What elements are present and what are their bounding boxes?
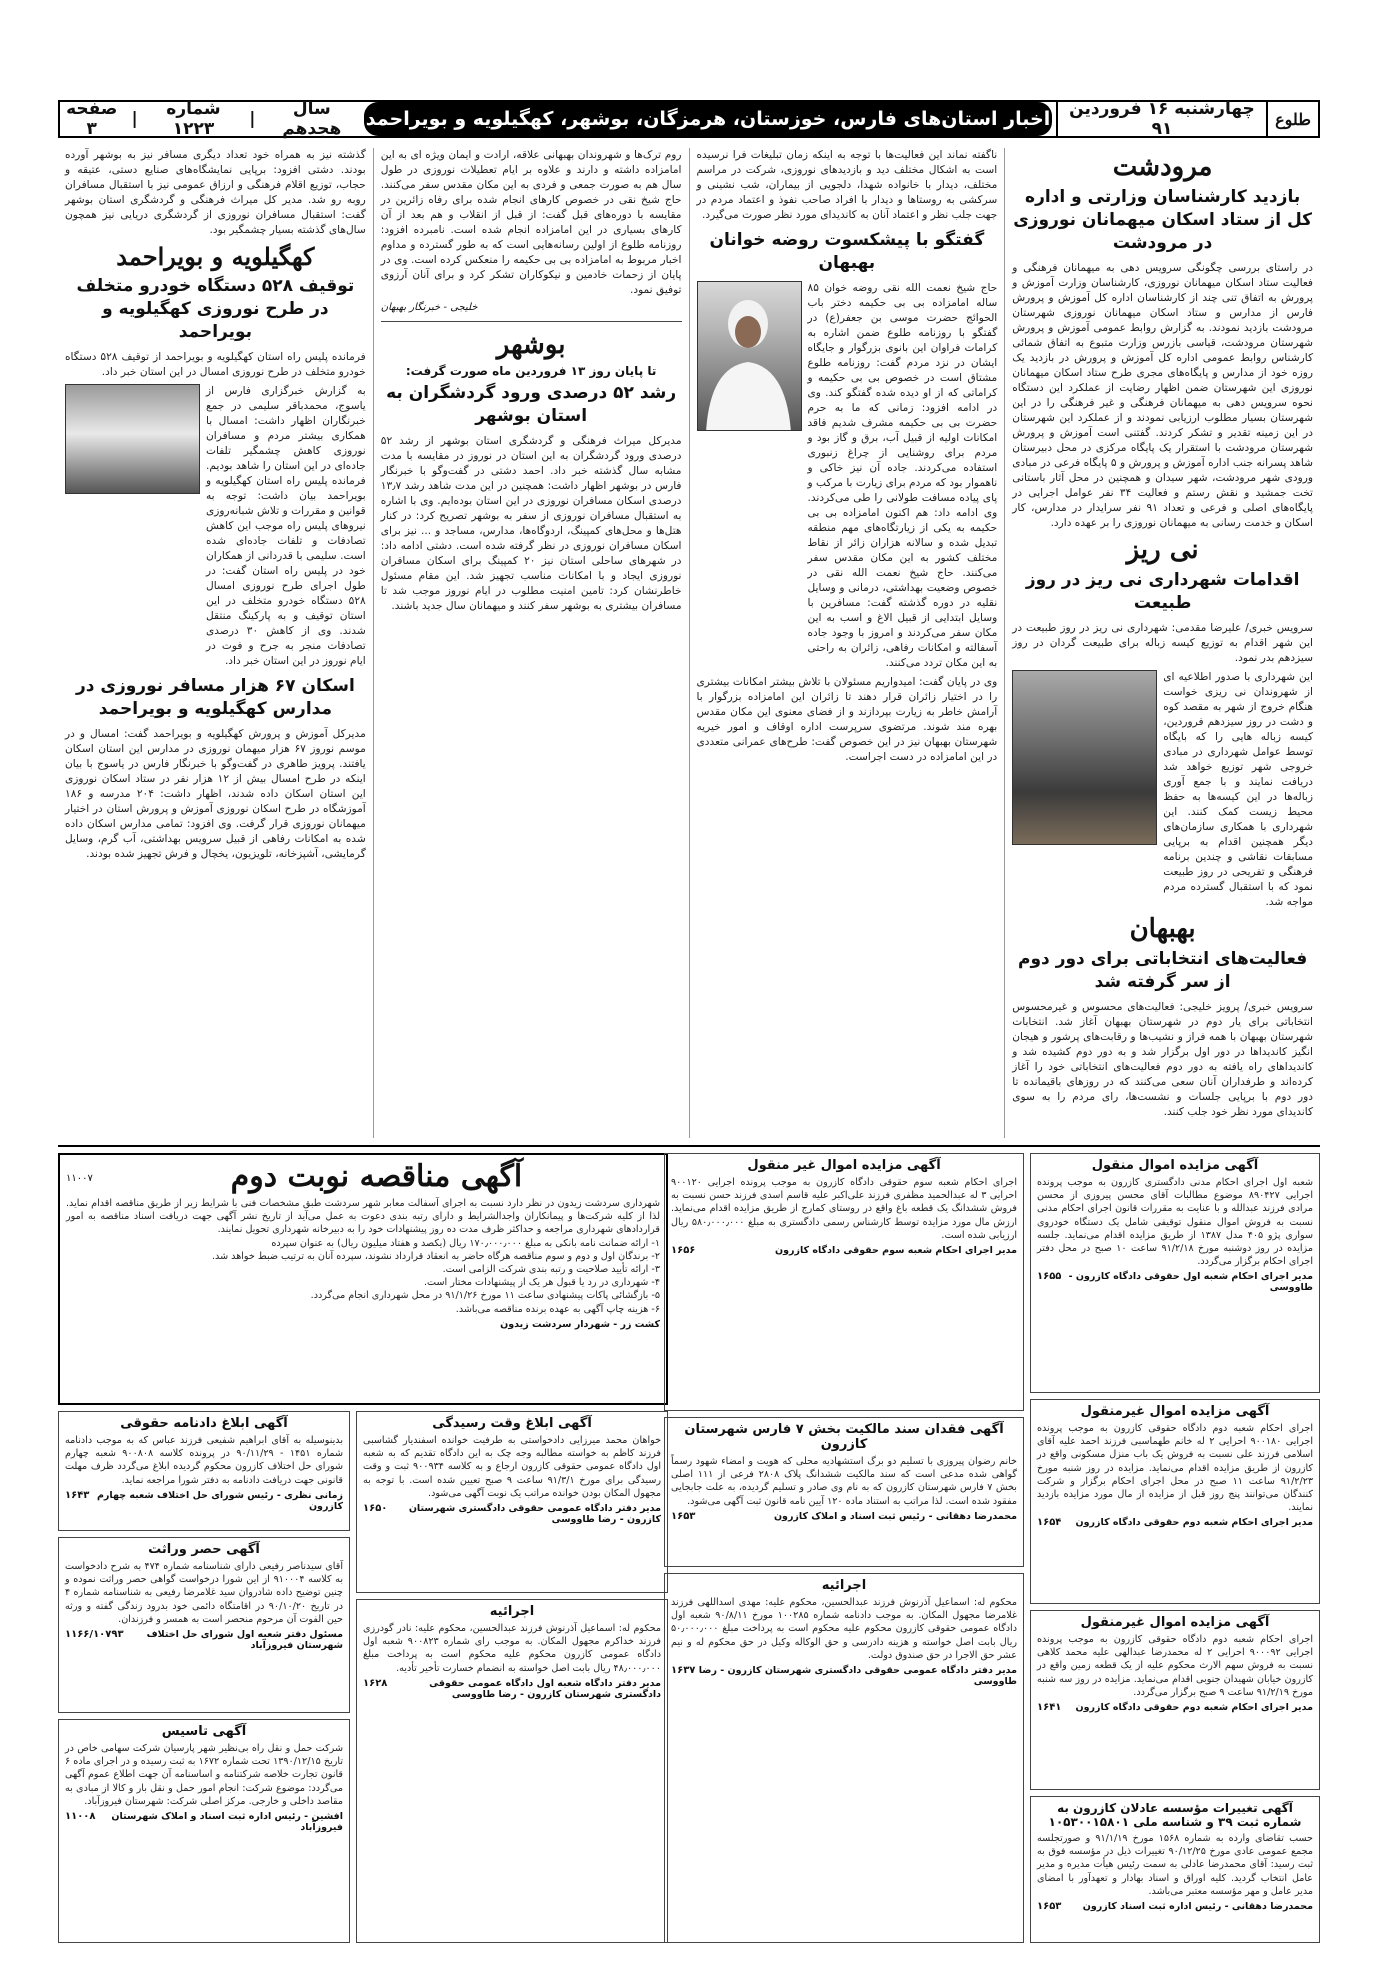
article-body: این شهرداری با صدور اطلاعیه ای از شهروندان نی ریزی خواست هنگام خروج از شهر به مقصد کوه و دشت در روز سیزدهم فروردین، کیسه زباله هایی را که بایگاه توسط عوامل شهرداری در مبادی خروجی شهر توزیع خواهد شد دریافت نمایند و با جمع آوری زباله‌ها در این کیسه‌ها به حفظ محیط زیست کمک کنند. این شهرداری با همکاری سازمان‌های دیگر همچنین اقدام به برپایی مسابقات نقاشی و چندین برنامه فرهنگی و تفریحی در روز طبیعت نمود که با استقبال گسترده مردم مواجه شد.: [1163, 671, 1313, 908]
ad-footer: مدیر دفتر دادگاه شعبه اول دادگاه عمومی حقوقی دادگستری شهرستان کازرون - رضا طاووسی ۱۶۲۸: [363, 1677, 661, 1700]
ad-item: ۲- برندگان اول و دوم و سوم مناقصه هرگاه حاضر به انعقاد قرارداد نشوند، سپرده آنان به ترتیب ضبط خواهد شد.: [211, 1250, 660, 1262]
headline: توقیف ۵۲۸ دستگاه خودرو متخلف در طرح نوروزی کهگیلویه و بویراحمد: [76, 276, 355, 342]
portrait-photo: [697, 281, 802, 431]
ad-title: اجرائیه: [489, 1604, 535, 1619]
establishment-ad: [58, 1719, 350, 1943]
logo: طلوع: [1266, 102, 1318, 136]
issue-info: سال هجدهم | شماره ۱۲۲۳ | صفحه ۳: [60, 102, 360, 136]
ad-code: ۱۱۰۰۷: [66, 1172, 93, 1184]
ad-title: آگهی فقدان سند مالکیت بخش ۷ فارس شهرستان کازرون: [684, 1422, 1004, 1452]
ad-footer: محمدرضا دهقانی - رئیس اداره ثبت اسناد کازرون ۱۶۵۳: [1037, 1901, 1313, 1913]
divider: [381, 321, 682, 322]
article-lead: سرویس خبری/ علیرضا مقدمی: شهرداری نی ریز در روز طبیعت در این شهر اقدام به توزیع کیسه زباله برای طبیعت گردان در روز سیزدهم بدر نمود.: [1012, 622, 1313, 664]
issue-number: شماره ۱۲۲۳: [166, 99, 221, 139]
column-2: [689, 148, 1005, 1138]
nature-day-photo: [1012, 670, 1157, 845]
ad-body: محکوم له: اسماعیل آذرنوش فرزند عبدالحسین، محکوم علیه: مهدی اسداللهی فرزند غلامرضا مجهول المکان. به موجب دادنامه شماره ۱۰۰۲۸۵ مورخ ۹۰/۸/۱۱ شعبه اول دادگاه عمومی حقوقی کازرون محکوم علیه محکوم است به پرداخت مبلغ ۵۰٫۰۰۰٫۰۰۰ ریال بابت اصل خواسته و هزینه دادرسی و حق الوکاله وکیل در حق محکوم له و نیم عشر حق الاجرا در حق صندوق دولت.: [671, 1597, 1017, 1661]
ads-section: [58, 1145, 1320, 1946]
page-number: صفحه ۳: [66, 99, 118, 139]
police-car-photo: [65, 384, 200, 494]
ad-body: آقای سیدناصر رفیعی دارای شناسنامه شماره ۴۷۴ به شرح دادخواست به کلاسه ۹۱۰۰۰۴ از این شورا درخواست گواهی حصر وراثت نموده و چنین توضیح داده شادروان سید غلامرضا رفیعی به شناسنامه شماره ۴ در تاریخ ۹۰/۱۰/۲۰ در اقامتگاه دائمی خود بدرود زندگی گفته و ورثه حین الفوت آن مرحوم منحصر است به همسر و فرزندان.: [65, 1561, 344, 1625]
ad-title: آگهی مزایده اموال غیر منقول: [747, 1158, 941, 1173]
section-banner: اخبار استان‌های فارس، خوزستان، هرمزگان، بوشهر، کهگیلویه و بویراحمد: [364, 102, 1052, 136]
region-title: بهبهان: [1129, 914, 1196, 944]
byline: خلیجی - خبرنگار بهبهان: [380, 302, 478, 313]
tender-ad: [58, 1153, 668, 1405]
headline: اسکان ۶۷ هزار مسافر نوروزی در مدارس کهگیلویه و بویراحمد: [75, 676, 355, 719]
ad-item: ۶- هزینه چاپ آگهی به عهده برنده مناقصه می‌باشد.: [455, 1303, 660, 1315]
ad-body: خواهان محمد میرزایی دادخواستی به طرفیت خوانده اسفندیار گشاسبی فرزند کاظم به خواسته مطالبه وجه چک به این دادگاه تقدیم که به شعبه اول دادگاه عمومی حقوقی کازرون ارجاع و به کلاسه ۹۰۰۹۳۴ ثبت و وقت رسیدگی برای مورخ ۹۱/۳/۱ ساعت ۹ صبح تعیین شده است. با توجه به مجهول المکان بودن خوانده مراتب یک نوبت آگهی می‌شود.: [363, 1435, 661, 1499]
lost-deed-ad: [664, 1417, 1024, 1567]
hearing-notice-ad: [356, 1411, 668, 1593]
execution-ad: [356, 1599, 668, 1943]
issue-date: چهارشنبه ۱۶ فروردین ۹۱: [1056, 102, 1266, 136]
region-title: بوشهر: [496, 330, 566, 360]
headline: اقدامات شهرداری نی ریز در روز طبیعت: [1025, 570, 1300, 613]
auction-ad: [1030, 1153, 1320, 1393]
ad-body: اجرای احکام شعبه دوم دادگاه حقوقی کازرون به موجب پرونده اجرایی ۹۰۰۰۹۲ احرایی ۲ له محمدرضا عبدالهی علیه محمد کلاهی نسبت به فروش سهم الارث محکوم علیه از یک قطعه زمین واقع در کازرون خیابان شهیدان جنوبی اقدام می‌نماید. مزایده در روز سه شنبه مورخ ۹۱/۲/۱۹ ساعت ۹ صبح برگزار می‌گردد.: [1037, 1634, 1313, 1698]
article-body: سرویس خبری/ پرویز خلیجی: فعالیت‌های محسوس و غیرمحسوس انتخاباتی برای یار دوم در شهرستان بهبهان آغاز شد. انتخابات شهرستان بهبهان با همه فراز و نشیب‌ها و رقابت‌های پرشور و هیجان انگیز کاندیداها در دور اول برگزار شد و به دور دوم کشیده شد و کاندیداهای راه یافته به دور دوم فعالیت‌های انتخاباتی خود را آغاز کرده‌اند و طرفداران آنان سعی می‌کنند که در روزهای باقیمانده تا دور دوم با برپایی جلسات و نشست‌ها، رای مردم را به سوی کاندیدای مورد نظر خود جلب کنند.: [1012, 1001, 1313, 1118]
news-columns: [58, 148, 1320, 1138]
year-label: سال هجدهم: [282, 99, 342, 139]
ad-body: خانم رضوان پیروزی با تسلیم دو برگ استشهادیه محلی که هویت و امضاء شهود رسماً گواهی شده مدعی است که سند مالکیت ششدانگ پلاک ۲۸۰۸ فرعی از ۱۱۱ اصلی بخش ۷ فارس شهرستان کازرون که به نام وی صادر و تسلیم گردیده، به علت جابجایی مفقود شده است. لذا مراتب به استناد ماده ۱۲۰ آیین نامه قانون ثبت آگهی می‌شود.: [671, 1456, 1017, 1507]
ad-title: آگهی ابلاغ دادنامه حقوقی: [120, 1416, 288, 1431]
ad-footer: محمدرضا دهقانی - رئیس ثبت اسناد و املاک کازرون ۱۶۵۳: [671, 1510, 1017, 1522]
ad-footer: مدیر اجرای احکام شعبه اول حقوقی دادگاه کازرون - طاووسی ۱۶۵۵: [1037, 1271, 1313, 1294]
article-body: وی در پایان گفت: امیدواریم مسئولان با تلاش بیشتر امکانات بیشتری را در اختیار زائران قرار دهند تا زائران این امامزاده بزرگوار با آرامش خاطر به زیارت بپردازند و از فضای معنوی این مکان مقدس بهره مند شوند. مرتضوی سرپرست اداره اوقاف و امور خیریه شهرستان بهبهان نیز در این خصوص گفت: طرح‌های عمرانی متعددی در این امامزاده در دست اجراست.: [696, 676, 998, 763]
ad-footer: افشین - رئیس اداره ثبت اسناد و املاک شهرستان فیروزآباد ۱۱۰۰۸: [65, 1811, 343, 1834]
ad-footer: مدیر اجرای احکام شعبه سوم حقوقی دادگاه کازرون ۱۶۵۶: [671, 1245, 1017, 1257]
headline: بازدید کارشناسان وزارتی و اداره کل از ستاد اسکان میهمانان نوروزی در مرودشت: [1013, 187, 1313, 253]
auction-ad: [1030, 1610, 1320, 1790]
region-title: نی ریز: [1126, 535, 1199, 565]
article-body: ناگفته نماند این فعالیت‌ها با توجه به اینکه زمان تبلیغات فرا نرسیده است به اشکال مختلف دید و بازدیدهای نوروزی، شرکت در مراسم مختلف، دیدار با خانواده شهدا، دلجویی از بیماران، شب نشینی و سرکشی به روستاها و دیدار با افراد صاحب نفوذ و اعتماد مردم در جهت جلب نظر و اعتماد آنان به کاندیدای مورد نظر صورت می‌گیرد.: [696, 149, 998, 221]
ad-title: آگهی تغییرات مؤسسه عادلان کازرون به شماره ثبت ۳۹ و شناسه ملی ۱۰۵۳۰۰۱۵۸۰۱: [1048, 1801, 1302, 1829]
article-body: در راستای بررسی چگونگی سرویس دهی به میهمانان فرهنگی و فعالیت ستاد اسکان میهمانان نوروزی، کارشناسان وزارت آموزش و پرورش به اتفاق تنی چند از کارشناسان اداره کل آموزش و پرورش فارس از مدارس و ستاد اسکان میهمانان نوروزی شهرستان مرودشت بازدید نمودند. به گزارش روابط عمومی آموزش و پرورش شهرستان مرودشت، قیاسی بازرس وزارت متبوع به اتفاق شمائی کارشناس روابط عمومی اداره کل آموزش و پرورش در بازدید یک روزه خود از مدارس و پایگاه‌های مجری طرح ستاد اسکان میهمانان نوروزی این شهرستان ضمن اظهار رضایت از عملکرد این دستگاه نحوه سرویس دهی به میهمانان فرهنگی و غیر فرهنگی را در این شهرستان بسیار مطلوب ارزیابی نمودند و از عملکرد این شهرستان در این زمینه تقدیر و تشکر کردند. گفتنی است آموزش و پرورش شهرستان مرودشت با استقرار یک پایگاه مرکزی در محل دبیرستان شاهد پسرانه جنب اداره آموزش و پرورش و ۵ پایگاه فرعی در مبادی ورودی شهر مرودشت، شهر سیدان و همچنین در محل آثار باستانی تخت جمشید و نقش رستم و فعالیت ۳۴ نفر عوامل اجرایی در پایگاه‌های اصلی و فرعی و تعداد ۹۱ نفر سرایدار در مدارس، کار اسکان و خدمت رسانی به میهمانان نوروزی را بر عهده دارد.: [1012, 262, 1313, 529]
ad-title: آگهی مزایده اموال غیرمنقول: [1080, 1615, 1270, 1630]
ad-footer: مدیر دفتر دادگاه عمومی حقوقی دادگستری شهرستان کازرون - رضا طاووسی ۱۶۳۷: [671, 1665, 1017, 1688]
ad-title: آگهی مزایده اموال منقول: [1091, 1158, 1259, 1173]
ad-body: شهرداری سردشت زیدون در نظر دارد نسبت به اجرای آسفالت معابر شهر سردشت طبق مشخصات فنی با شرایط زیر از طریق مناقصه اقدام نماید. لذا از کلیه شرکت‌ها و پیمانکاران واجدالشرایط و دارای رتبه بندی دعوت به عمل می‌آید از تاریخ نشر آگهی جهت دریافت اسناد مناقصه به امور قراردادهای شهرداری مراجعه و حداکثر ظرف مدت ده روز پیشنهادات خود را به دبیرخانه شهرداری تحویل نمایند.: [66, 1198, 660, 1236]
article-body: مدیرکل آموزش و پرورش کهگیلویه و بویراحمد گفت: امسال و در موسم نوروز ۶۷ هزار میهمان نوروزی در مدارس این استان اسکان یافتند. پرویز طاهری در گفت‌وگو با خبرنگار فارس در یاسوج با بیان اینکه در طرح امسال بیش از ۱۲ هزار نفر در ستاد اسکان نوروزی این استان اسکان داده شدند، اظهار داشت: ۲۰۴ مدرسه و ۱۸۶ آموزشگاه در طرح اسکان نوروزی آموزش و پرورش استان در اختیار میهمانان نوروزی قرار گرفت. وی افزود: تمامی مدارس اسکان داده شده به امکانات رفاهی از قبیل سرویس بهداشتی، آب گرم، وسایل گرمایشی، آشپزخانه، تلویزیون، یخچال و فرش تجهیز شده بودند.: [65, 728, 366, 860]
company-change-ad: [1030, 1796, 1320, 1943]
headline: رشد ۵۲ درصدی ورود گردشگران به استان بوشهر: [386, 383, 677, 426]
ad-title: اجرائیه: [821, 1578, 867, 1593]
inheritance-ad: [58, 1537, 350, 1713]
column-4: [58, 148, 373, 1138]
ad-title: آگهی حصر وراثت: [148, 1542, 260, 1557]
ad-body: اجرای احکام شعبه سوم حقوقی دادگاه کازرون به موجب پرونده اجرایی ۹۰۰۱۲۰ احرایی ۳ له عبدالحمید مظفری فرزند علی‌اکبر علیه قاسم اسدی فرزند حسن نسبت به فروش ششدانگ یک قطعه باغ واقع در روستای کمارج از طریق مزایده اقدام می‌نماید. ارزش مال مورد مزایده توسط کارشناس رسمی دادگستری به مبلغ ۵۸۰٫۰۰۰٫۰۰۰ ریال ارزیابی شده است.: [671, 1177, 1018, 1241]
article-body: حاج شیخ نعمت الله نقی روضه خوان ۸۵ ساله امامزاده بی بی حکیمه دختر باب الحوائج حضرت موسی بن جعفر(ع) در گفتگو با روزنامه طلوع ضمن اشاره به کرامات فراوان این بانوی بزرگوار و جایگاه ایشان در نزد مردم گفت: روزنامه طلوع مشتاق است در خصوص بی بی حکیمه و کراماتی که از او دیده شده گفتگو کند. وی در ادامه افزود: زمانی که ما به حرم حضرت بی بی حکیمه مشرف شدیم فاقد امکانات اولیه از قبیل آب، برق و گاز بود و مردم برای روشنایی از چراغ زنبوری استفاده می‌کردند. جاده آن نیز خاکی و ناهموار بود که مردم برای زیارت با مرکب و پای پیاده مسافت طولانی را طی می‌کردند. وی ادامه داد: هم اکنون امامزاده بی بی حکیمه به یکی از زیارتگاه‌های مهم منطقه تبدیل شده و سالانه هزاران زائر از نقاط مختلف کشور به این مکان مقدس سفر می‌کنند. حاج شیخ نعمت الله نقی در خصوص وضعیت بهداشتی، درمانی و وسایل نقلیه در دوره گذشته گفت: مسافرین با وسایل ابتدایی از قبیل الاغ و اسب به این مکان سفر می‌کردند و امروز با وجود جاده آسفالته و امکانات رفاهی، زائران به راحتی به این مکان تردد می‌کنند.: [807, 282, 998, 669]
ad-footer: مدیر اجرای احکام شعبه دوم حقوقی دادگاه کازرون ۱۶۵۴: [1037, 1517, 1313, 1529]
ad-item: ۵- بازگشائی پاکات پیشنهادی ساعت ۱۱ مورخ ۹۱/۱/۲۶ در محل شهرداری انجام می‌گردد.: [310, 1290, 660, 1302]
region-title: مرودشت: [1112, 152, 1213, 182]
ad-item: ۱- ارائه ضمانت نامه بانکی به مبلغ ۱۷۰٫۰۰۰٫۰۰۰ ریال (یکصد و هفتاد میلیون ریال) به عنوان سپرده: [271, 1237, 660, 1249]
column-1: [1004, 148, 1320, 1138]
verdict-notice-ad: [58, 1411, 350, 1531]
ad-title: آگهی تاسیس: [161, 1724, 247, 1739]
article-lead: فرمانده پلیس راه استان کهگیلویه و بویراحمد از توقیف ۵۲۸ دستگاه خودرو متخلف در طرح نوروزی امسال در این استان خبر داد.: [65, 351, 366, 378]
ad-body: شعبه اول اجرای احکام مدنی دادگستری کازرون به موجب پرونده اجرایی ۸۹۰۴۲۷ موضوع مطالبات آقای محسن پیروزی از محسن مرادی فرزند عبدالله و با عنایت به مقررات قانون اجرای احکام مدنی نسبت به فروش اموال منقول توقیفی شامل یک دستگاه خودروی سواری پژو ۴۰۵ مدل ۱۳۸۷ از طریق مزایده اقدام می‌نماید. جلسه مزایده در روز دوشنبه مورخ ۹۱/۲/۱۸ ساعت ۱۰ صبح در محل دفتر اجرای احکام برگزار می‌گردد.: [1037, 1177, 1313, 1268]
ad-body: بدینوسیله به آقای ابراهیم شفیعی فرزند عباس که به موجب دادنامه شماره ۱۴۵۱ - ۹۰/۱۱/۲۹ در پرونده کلاسه ۹۰۰۸۰۸ شعبه چهارم شورای حل اختلاف کازرون محکوم گردیده ابلاغ می‌گردد ظرف مهلت قانونی جهت دریافت دادنامه به دفتر شورا مراجعه نماید.: [65, 1435, 344, 1486]
article-body: به گزارش خبرگزاری فارس از یاسوج، محمدباقر سلیمی در جمع خبرنگاران اظهار داشت: امسال با همکاری بیشتر مردم و مسافران نوروزی کاهش چشمگیر تلفات جاده‌ای در این استان را شاهد بودیم. فرمانده پلیس راه استان کهگیلویه و بویراحمد بیان داشت: توجه به قوانین و مقررات و تلاش شبانه‌روزی نیروهای پلیس راه موجب این کاهش تصادفات و تلفات جاده‌ای شده است. سلیمی با قدردانی از همکاران خود در پلیس راه استان گفت: در طول اجرای طرح نوروزی امسال ۵۲۸ دستگاه خودرو متخلف در این استان توقیف و به پارکینگ منتقل شدند. وی از کاهش ۳۰ درصدی تصادفات منجر به جرح و فوت در ایام نوروز در این استان خبر داد.: [206, 385, 366, 667]
headline: گفتگو با پیشکسوت روضه خوانان بهبهان: [709, 230, 985, 273]
article-body: مدیرکل میراث فرهنگی و گردشگری استان بوشهر از رشد ۵۲ درصدی ورود گردشگران به این استان در نوروز در مقایسه با مدت مشابه سال گذشته خبر داد. احمد دشتی در گفت‌وگو با خبرنگار فارس در بوشهر اظهار داشت: همچنین در این مدت شاهد رشد ۱۳٫۷ درصدی اسکان مسافران نوروزی در این استان بوده‌ایم. وی با اشاره به استقبال مسافران نوروزی از سفر به بوشهر تصریح کرد: در کنار هتل‌ها و محل‌های کمپینگ، اردوگاه‌ها، مدارس، مساجد و ... نیز برای اسکان مسافران نوروزی در نظر گرفته شده است. دشتی ادامه داد: در شهرهای ساحلی استان نیز ۲۰ کمپینگ برای اسکان مسافران نوروزی ایجاد و با امکانات مناسب تجهیز شد. این مقام مسئول خاطرنشان کرد: تامین امنیت مطلوب در ایام نوروز موجب شد تا مسافران بیشتری به بوشهر سفر کنند و میهمانان سال جدید باشند.: [380, 435, 682, 612]
article-body: روم ترک‌ها و شهروندان بهبهانی علاقه، ارادت و ایمان ویژه ای به این امامزاده داشته و دارند و علاوه بر ایام تعطیلات نوروزی در طول سال هم به صورت جمعی و فردی به این مکان مقدس سفر می‌کنند. حاج شیخ نقی در خصوص کارهای انجام شده برای رفاه زائرین در مقایسه با دوره‌های قبل گفت: از قبل از انقلاب و هم بعد از آن کارهای بسیاری در این امامزاده انجام شده است. نامبرده افزود: روزنامه طلوع از اولین رسانه‌هایی است که به طور گسترده و مداوم اخبار مربوط به امامزاده بی بی حکیمه را منعکس کرده است. وی در پایان از زحمات خادمین و نیکوکاران تشکر کرد و برای آنان آرزوی توفیق نمود.: [380, 149, 682, 296]
ad-footer: مدیر دفتر دادگاه عمومی حقوقی دادگستری شهرستان کازرون - رضا طاووسی ۱۶۵۰: [363, 1503, 661, 1526]
ad-body: اجرای احکام شعبه دوم دادگاه حقوقی کازرون به موجب پرونده اجرایی ۹۰۰۱۸۰ احرایی ۲ له خانم طهماسبی فرزند احمد علیه آقای اسلامی فرزند علی نسبت به فروش یک باب منزل مسکونی واقع در کازرون از طریق مزایده اقدام می‌نماید. مزایده در روز شنبه مورخ ۹۱/۲/۲۳ ساعت ۱۱ صبح در محل اجرای احکام برگزار و شرکت کنندگان می‌توانند پنج روز قبل از مزایده از مال مورد مزایده بازدید نمایند.: [1037, 1423, 1313, 1514]
auction-ad: [1030, 1399, 1320, 1604]
region-title: کهگیلویه و بویراحمد: [116, 242, 315, 271]
ad-item: ۳- ارائه تأیید صلاحیت و رتبه بندی شرکت الزامی است.: [442, 1264, 660, 1276]
ad-footer: زمانی نظری - رئیس شورای حل اختلاف شعبه چهارم کازرون ۱۶۴۳: [65, 1489, 343, 1512]
ad-item: ۴- شهرداری در رد یا قبول هر یک از پیشنهادات مختار است.: [423, 1277, 660, 1289]
auction-ad: [664, 1153, 1024, 1411]
ad-title: آگهی مناقصه نوبت دوم: [230, 1159, 523, 1194]
ad-body: حسب تقاضای وارده به شماره ۱۵۶۸ مورخ ۹۱/۱/۱۹ و صورتجلسه مجمع عمومی عادی مورخ ۹۰/۱۲/۲۵ تغییرات ذیل در مؤسسه فوق به ثبت رسید: آقای محمدرضا عادلی به سمت رئیس هیأت مدیره و مدیر عامل انتخاب گردید. کلیه اوراق و اسناد بهادار و تعهدآور با امضای مدیر عامل و مهر مؤسسه معتبر می‌باشد.: [1037, 1833, 1314, 1897]
ad-body: شرکت حمل و نقل راه بی‌نظیر شهر پارسیان شرکت سهامی خاص در تاریخ ۱۳۹۰/۱۲/۱۵ تحت شماره ۱۶۷۲ به ثبت رسیده و در اجرای ماده ۶ قانون تجارت خلاصه شرکتنامه و اساسنامه آن جهت اطلاع عموم آگهی می‌گردد: موضوع شرکت: انجام امور حمل و نقل بار و کالا از مبادی به مقاصد داخلی و خارجی. مرکز اصلی شرکت: شهرستان فیروزآباد.: [65, 1743, 343, 1807]
ad-title: آگهی مزایده اموال غیرمنقول: [1080, 1404, 1270, 1419]
ad-body: محکوم له: اسماعیل آذرنوش فرزند عبدالحسین، محکوم علیه: نادر گودرزی فرزند خداکرم مجهول المکان. به موجب رای شماره ۹۰۰۸۲۳ شعبه اول دادگاه عمومی کازرون محکوم علیه محکوم است به پرداخت مبلغ ۴۸٫۰۰۰٫۰۰۰ ریال بابت اصل خواسته به انضمام خسارت تأخیر تأدیه.: [363, 1623, 661, 1674]
headline: فعالیت‌های انتخاباتی برای دور دوم از سر گرفته شد: [1018, 949, 1308, 992]
ad-signature: کشت زر - شهردار سردشت زیدون: [500, 1318, 660, 1330]
ad-footer: مدیر اجرای احکام شعبه دوم حقوقی دادگاه کازرون ۱۶۴۱: [1037, 1702, 1313, 1714]
column-3: [373, 148, 689, 1138]
masthead: [58, 100, 1320, 138]
execution-ad: [664, 1573, 1024, 1943]
person-silhouette-icon: [697, 282, 801, 431]
article-body: گذشته نیز به همراه خود تعداد دیگری مسافر نیز به بوشهر آورده بودند. دشتی افزود: برپایی نمایشگاه‌های صنایع دستی، عتیقه و حجاب، توزیع اقلام فرهنگی و ارزاق عمومی نیز با استقبال مسافران روبه رو شد. مدیر کل میراث فرهنگی و گردشگری استان بوشهر گفت: استقبال مسافران نوروزی از گردشگری دریایی نیز همچون سال‌های گذشته بسیار چشمگیر بود.: [65, 149, 366, 236]
ad-title: آگهی ابلاغ وقت رسیدگی: [432, 1416, 592, 1431]
ad-footer: مسئول دفتر شعبه اول شورای حل اختلاف شهرستان فیروزآباد ۱۱۶۶/۱۰۷۹۳: [65, 1629, 343, 1652]
kicker: تا پایان روز ۱۳ فروردین ماه صورت گرفت:: [405, 364, 657, 378]
